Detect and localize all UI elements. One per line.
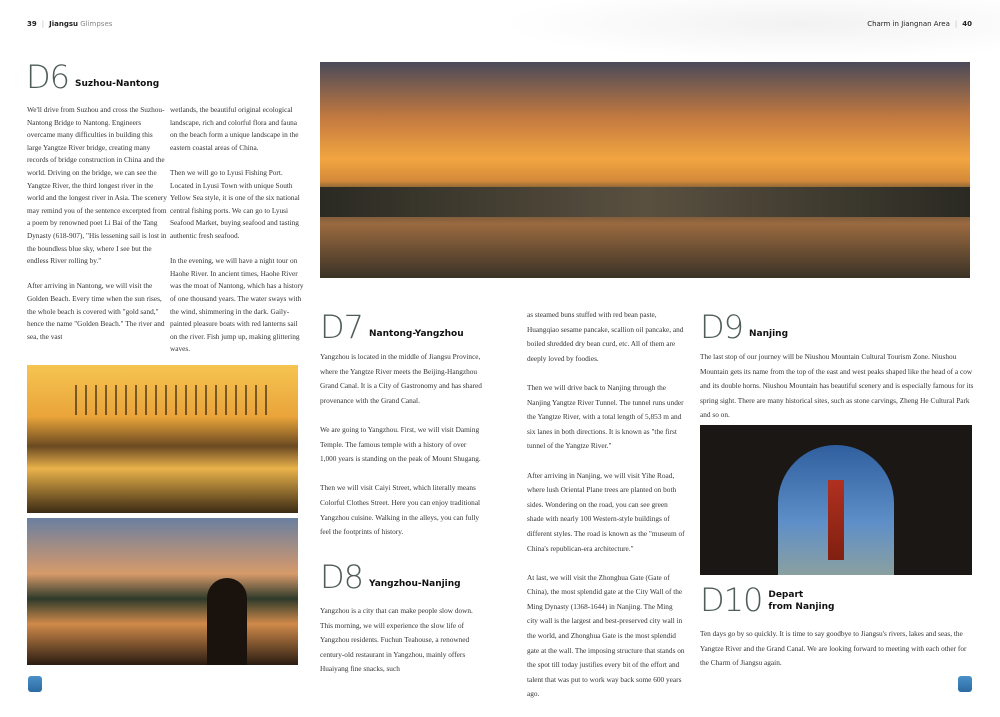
- section-title: Charm in Jiangnan Area: [867, 20, 950, 28]
- paragraph: At last, we will visit the Zhonghua Gate (Gate of China), the most splendid gate at the City Wall of the Ming Dynasty (1368-1644) in Nanjing. The Ming city wall is the largest and best-preserved city wall in the world, and Zhonghua Gate is the most splendid gate at the wall. The imposing structure that stands on the spot till today justifies every bit of the effort and talent that was put to work way back some 600 years ago.: [527, 572, 685, 699]
- d7-text: [320, 350, 482, 554]
- day-title: Nantong-Yangzhou: [369, 329, 464, 339]
- day-title: Suzhou-Nantong: [75, 79, 160, 89]
- paragraph: as steamed buns stuffed with red bean paste, Huangqiao sesame pancake, scallion oil pancake, and boiled shredded dry bean curd, etc. All of them are deeply loved by foodies.: [527, 310, 684, 363]
- page-number-left: 39: [27, 20, 37, 28]
- nanjing-pagoda-photo: [700, 425, 972, 575]
- paragraph: Yangzhou is a city that can make people slow down. This morning, we will experience the slow life of Yangzhou residents. Fuchun Teahouse, a renowned century-old restaurant in Yangzhou, mainly offers Huaiyang fine snacks, such: [320, 606, 473, 674]
- brand-name: Jiangsu: [49, 20, 78, 28]
- d6-column-1: [27, 104, 168, 356]
- paragraph: The last stop of our journey will be Niushou Mountain Cultural Tourism Zone. Niushou Mountain gets its name from the top of the east and west peaks shaped like the head of a cow and its double horns. Niushou Mountain has beautiful scenery and is especially famous for its spring sight. There are many historical sites, such as stone carvings, Zheng He Cultural Park and so on.: [700, 352, 974, 420]
- paragraph: Then we will go to Lyusi Fishing Port. Located in Lyusi Town with unique South Yellow Sea style, it is one of the six national central fishing ports. We can go to Lyusi Seafood Market, buying seafood and tasting authentic fresh seafood.: [170, 167, 300, 240]
- paragraph: After arriving in Nantong, we will visit the Golden Beach. Every time when the sun rises, the whole beach is covered with "gold sand," hence the name "Golden Beach." The river and sea, the vast: [27, 281, 165, 341]
- header-right: Charm in Jiangnan Area | 40: [867, 20, 972, 28]
- golden-beach-photo: [27, 365, 298, 513]
- paragraph: We are going to Yangzhou. First, we will visit Daming Temple. The famous temple with a history of over 1,000 years is standing on the peak of Mount Shugang.: [320, 424, 481, 464]
- d8-heading: [320, 558, 461, 596]
- paragraph: In the evening, we will have a night tour on Haohe River. In ancient times, Haohe River was the moat of Nantong, which has a history of one thousand years. The water sways with the wind, shimmering in the dark. Gaily-painted pleasure boats with red lanterns sail on the river. Fish jump up, making glittering waves.: [170, 256, 304, 354]
- decorative-swirl-background: [500, 0, 1000, 60]
- logo-icon-right: [958, 676, 972, 692]
- day-number: D10: [700, 581, 763, 619]
- d9-heading: [700, 308, 789, 346]
- d10-heading: [700, 581, 835, 619]
- d6-heading: [26, 58, 160, 96]
- day-number: D6: [26, 58, 69, 96]
- yangtze-sunset-photo: [320, 62, 970, 278]
- day-title: [768, 589, 834, 613]
- logo-icon-left: [28, 676, 42, 692]
- paragraph: We'll drive from Suzhou and cross the Suzhou-Nantong Bridge to Nantong. Engineers overcame many difficulties in building this large Yangtze River bridge, creating many records of bridge construction in China and the world. Driving on the bridge, we can see the Yangtze River, the third longest river in the world and the longest river in Asia. The scenery may remind you of the sentence excerpted from a poem by renowned poet Li Bai of the Tang Dynasty (618-907), "His lessening sail is lost in the boundless blue sky, where I see but the endless River rolling by.": [27, 105, 167, 266]
- paragraph: After arriving in Nanjing, we will visit Yihe Road, where lush Oriental Plane trees are planted on both sides. Wondering on the road, you can see green shade with nearly 100 Western-style buildings of different styles. The road is known as the "museum of China's republican-era architecture.": [527, 470, 685, 553]
- page-number-right: 40: [962, 20, 972, 28]
- day-number: D8: [320, 558, 363, 596]
- d8-column-2: [527, 308, 685, 717]
- paragraph: Then we will drive back to Nanjing through the Nanjing Yangtze River Tunnel. The tunnel runs under the Yangtze River, with a total length of 5,853 m and six lanes in both directions. It is known as "the first tunnel of the Yangtze River.": [527, 382, 684, 451]
- d6-column-2: [170, 104, 306, 368]
- day-title: Nanjing: [749, 329, 789, 339]
- day-title-line-1: Depart: [768, 590, 804, 600]
- haohe-river-photo: [27, 518, 298, 665]
- paragraph: Ten days go by so quickly. It is time to say goodbye to Jiangsu's rivers, lakes and seas, the Yangtze River and the Grand Canal. We are looking forward to meeting with each other for the Charm of Jiangsu again.: [700, 629, 967, 668]
- day-number: D9: [700, 308, 743, 346]
- day-number: D7: [320, 308, 363, 346]
- d7-heading: [320, 308, 464, 346]
- paragraph: wetlands, the beautiful original ecological landscape, rich and colorful flora and fauna on the beach form a unique landscape in the eastern coastal areas of China.: [170, 105, 299, 152]
- day-title: Yangzhou-Nanjing: [369, 579, 461, 589]
- paragraph: Then we will visit Caiyi Street, which literally means Colorful Clothes Street. Here you can enjoy traditional Yangzhou cuisine. Walking in the alleys, you can fully feel the footprints of history.: [320, 483, 481, 537]
- header-left: 39 | Jiangsu Glimpses: [27, 20, 113, 28]
- brand-subtitle: Glimpses: [80, 20, 113, 28]
- day-title-line-2: from Nanjing: [768, 602, 835, 612]
- d8-text: [320, 604, 482, 692]
- paragraph: Yangzhou is located in the middle of Jiangsu Province, where the Yangtze River meets the Beijing-Hangzhou Grand Canal. It is a City of Gastronomy and has shared provenance with the Grand Canal.: [320, 352, 482, 405]
- d10-text: [700, 627, 975, 685]
